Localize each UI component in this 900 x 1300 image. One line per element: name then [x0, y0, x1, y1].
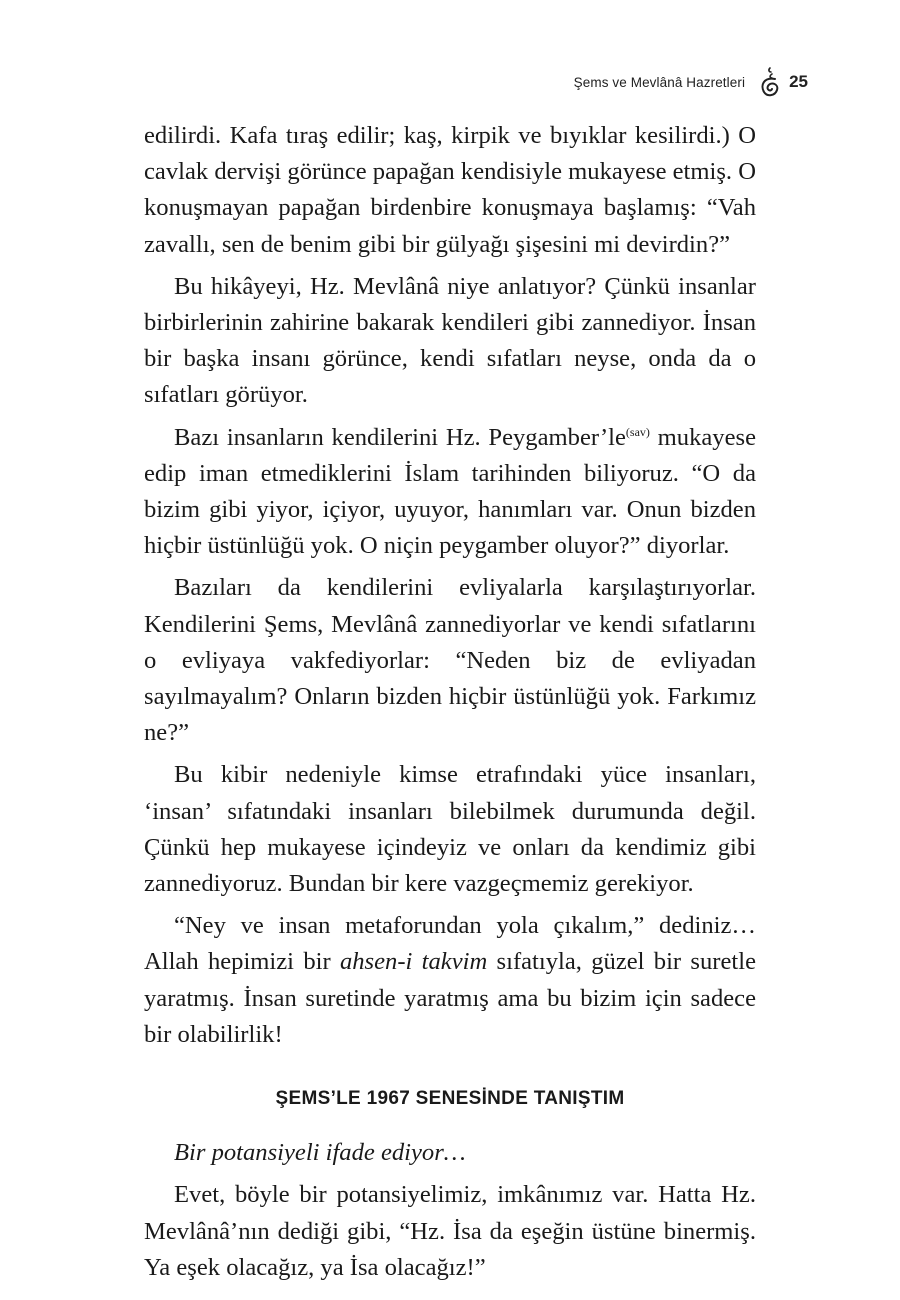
paragraph-text: “Ney ve insan metaforundan yola çıkalım,” dediniz… Allah hepimizi bir: [144, 912, 756, 976]
italic-term: ahsen-i takvim: [339, 948, 488, 976]
paragraph-text: sıfatıyla, güzel bir suretle yaratmış. İnsan suretinde yaratmış ama bu bizim için sadece bir olabilirlik!: [144, 948, 756, 1048]
honorific-superscript: (sav): [625, 424, 650, 439]
paragraph: Bazıları da kendilerini evliyalarla karşılaştırıyorlar. Kendilerini Şems, Mevlânâ zannediyorlar ve kendi sıfatlarını o evliyaya vakfediyorlar: “Neden biz de evliyadan sayılmayalım? Onların bizden hiçbir üstünlüğü yok. Farkımız ne?”: [144, 574, 756, 747]
running-title: Şems ve Mevlânâ Hazretleri: [573, 74, 746, 90]
paragraph: edilirdi. Kafa tıraş edilir; kaş, kirpik ve bıyıklar kesilirdi.) O cavlak dervişi görünce papağan kendisiyle mukayese etmiş. O konuşmayan papağan birdenbire konuşmaya başlamış: “Vah zavallı, sen de benim gibi bir gülyağı şişesini mi devirdin?”: [144, 122, 756, 258]
paragraph: Bu hikâyeyi, Hz. Mevlânâ niye anlatıyor? Çünkü insanlar birbirlerinin zahirine bakarak kendileri gibi zannediyor. İnsan bir başka insanı görünce, kendi sıfatları neyse, onda da o sıfatları görüyor.: [144, 272, 756, 409]
paragraph-text: mukayese edip iman etmediklerini İslam tarihinden biliyoruz. “O da bizim gibi yiyor, içiyor, uyuyor, hanımları var. Onun bizden hiçbir üstünlüğü yok. O niçin peygamber oluyor?” diyorlar.: [144, 423, 756, 560]
paragraph: Evet, böyle bir potansiyelimiz, imkânımız var. Hatta Hz. Mevlânâ’nın dediği gibi, “Hz. İsa da eşeğin üstüne binermiş. Ya eşek olacağız, ya İsa olacağız!”: [144, 1181, 756, 1281]
running-header: [574, 64, 808, 100]
section-heading: ŞEMS’LE 1967 SENESİNDE TANIŞTIM: [275, 1088, 625, 1110]
calligraphic-ornament-icon: [757, 65, 783, 99]
paragraph: [144, 908, 756, 1053]
page-number: 25: [789, 72, 808, 91]
paragraph: [144, 420, 756, 565]
interview-question: Bir potansiyeli ifade ediyor…: [174, 1139, 466, 1167]
paragraph-text: Bazı insanların kendilerini Hz. Peygamber’le: [174, 423, 626, 451]
paragraph: Bu kibir nedeniyle kimse etrafındaki yüce insanları, ‘insan’ sıfatındaki insanları bilebilmek durumunda değil. Çünkü hep mukayese içindeyiz ve onları da kendimiz gibi zannediyoruz. Bundan bir kere vazgeçmemiz gerekiyor.: [144, 761, 756, 898]
page-body: [144, 118, 756, 1292]
